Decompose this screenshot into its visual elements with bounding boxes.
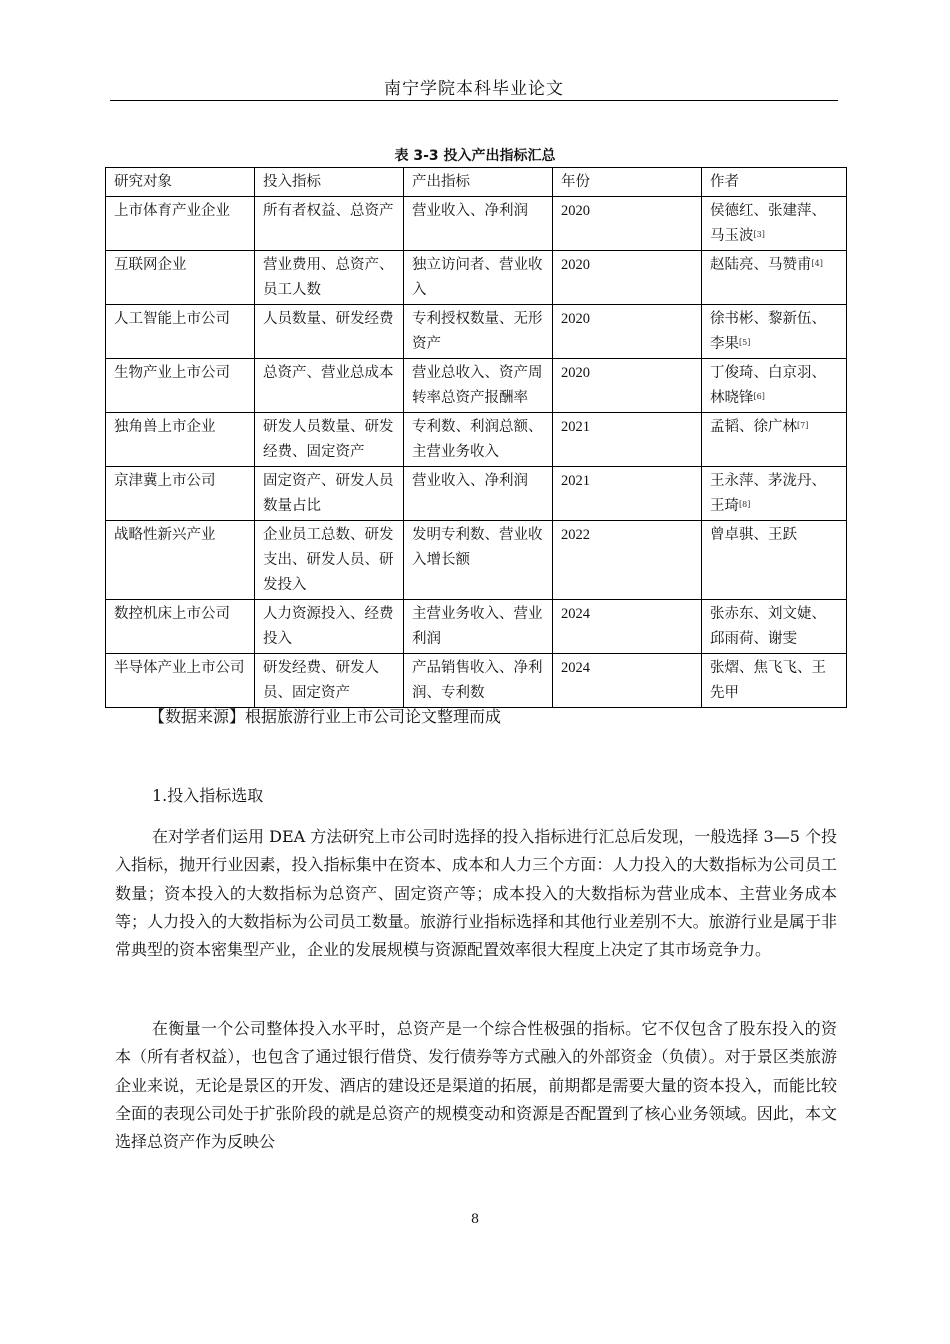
year-text: 2021 — [561, 473, 590, 489]
inputs-text: 人力资源投入、经费投入 — [263, 606, 394, 647]
table-row — [106, 467, 847, 521]
table-cell-inputs — [255, 467, 404, 521]
year-text: 2020 — [561, 365, 590, 381]
table-cell-authors — [702, 521, 847, 600]
table-cell-year — [553, 251, 702, 305]
subject-text: 生物产业上市公司 — [114, 365, 230, 381]
table-row — [106, 359, 847, 413]
column-header: 年份 — [553, 168, 702, 197]
table-row — [106, 654, 847, 708]
authors-text: 丁俊琦、白京羽、林晓锋 — [710, 365, 826, 406]
citation-ref: [7] — [797, 421, 809, 430]
table-cell-inputs — [255, 359, 404, 413]
year-text: 2020 — [561, 311, 590, 327]
table-cell-subject — [106, 305, 255, 359]
year-text: 2022 — [561, 527, 590, 543]
inputs-text: 营业费用、总资产、员工人数 — [263, 257, 394, 298]
table-cell-year — [553, 197, 702, 251]
year-text: 2020 — [561, 257, 590, 273]
authors-text: 张熠、焦飞飞、王先甲 — [710, 660, 826, 701]
outputs-text: 营业收入、净利润 — [412, 203, 528, 219]
table-cell-year — [553, 413, 702, 467]
citation-ref: [5] — [739, 338, 751, 347]
section-heading: 1.投入指标选取 — [152, 786, 264, 805]
table-cell-outputs — [404, 467, 553, 521]
table-cell-outputs — [404, 359, 553, 413]
outputs-text: 发明专利数、营业收入增长额 — [412, 527, 543, 568]
table-cell-inputs — [255, 413, 404, 467]
table-cell-outputs — [404, 654, 553, 708]
table-cell-outputs — [404, 600, 553, 654]
subject-text: 京津冀上市公司 — [114, 473, 216, 489]
table-cell-year — [553, 521, 702, 600]
outputs-text: 主营业务收入、营业利润 — [412, 606, 543, 647]
authors-text: 赵陆亮、马赞甫 — [710, 257, 812, 273]
year-text: 2024 — [561, 660, 590, 676]
table-cell-subject — [106, 521, 255, 600]
body-paragraph: 在衡量一个公司整体投入水平时，总资产是一个综合性极强的指标。它不仅包含了股东投入的资本（所有者权益），也包含了通过银行借贷、发行债券等方式融入的外部资金（负债）。对于景区类旅游企业来说，无论是景区的开发、酒店的建设还是渠道的拓展，前期都是需要大量的资本投入，而能比较全面的表现公司处于扩张阶段的就是总资产的规模变动和资源是否配置到了核心业务领域。因此，本文选择总资产作为反映公 — [115, 1019, 837, 1152]
page-header: 南宁学院本科毕业论文 — [384, 79, 564, 99]
inputs-text: 研发经费、研发人员、固定资产 — [263, 660, 379, 701]
table-cell-subject — [106, 413, 255, 467]
table-cell-subject — [106, 359, 255, 413]
authors-text: 侯德红、张建萍、马玉波 — [710, 203, 826, 244]
authors-text: 王永萍、茅泷丹、王琦 — [710, 473, 826, 514]
page-number: 8 — [470, 1212, 480, 1227]
table-body — [106, 197, 847, 708]
table-cell-year — [553, 600, 702, 654]
table-cell-outputs — [404, 251, 553, 305]
table-cell-year — [553, 467, 702, 521]
table-cell-inputs — [255, 600, 404, 654]
authors-text: 孟韬、徐广林 — [710, 419, 797, 435]
table-cell-subject — [106, 600, 255, 654]
table-row — [106, 521, 847, 600]
table-row — [106, 305, 847, 359]
outputs-text: 营业收入、净利润 — [412, 473, 528, 489]
table-cell-inputs — [255, 654, 404, 708]
body-paragraph: 在对学者们运用 DEA 方法研究上市公司时选择的投入指标进行汇总后发现，一般选择 3—5 个投入指标，抛开行业因素，投入指标集中在资本、成本和人力三个方面：人力投入的大数指标为公司员工数量；资本投入的大数指标为总资产、固定资产等；成本投入的大数指标为营业成本、主营业务成本等；人力投入的大数指标为公司员工数量。旅游行业指标选择和其他行业差别不大。旅游行业是属于非常典型的资本密集型产业，企业的发展规模与资源配置效率很大程度上决定了其市场竞争力。 — [115, 827, 837, 960]
inputs-text: 所有者权益、总资产 — [263, 203, 394, 219]
table-cell-outputs — [404, 413, 553, 467]
table-cell-subject — [106, 654, 255, 708]
table-row — [106, 251, 847, 305]
authors-text: 曾卓骐、王跃 — [710, 527, 797, 543]
column-header: 研究对象 — [106, 168, 255, 197]
table-cell-authors — [702, 413, 847, 467]
table-row — [106, 600, 847, 654]
authors-text: 张赤东、刘文婕、邱雨荷、谢雯 — [710, 606, 826, 647]
subject-text: 互联网企业 — [114, 257, 187, 273]
subject-text: 战略性新兴产业 — [114, 527, 216, 543]
subject-text: 独角兽上市企业 — [114, 419, 216, 435]
table-cell-authors — [702, 197, 847, 251]
year-text: 2024 — [561, 606, 590, 622]
table-cell-authors — [702, 600, 847, 654]
subject-text: 上市体育产业企业 — [114, 203, 230, 219]
column-header: 投入指标 — [255, 168, 404, 197]
citation-ref: [8] — [739, 500, 751, 509]
inputs-text: 人员数量、研发经费 — [263, 311, 394, 327]
data-source-note: 【数据来源】根据旅游行业上市公司论文整理而成 — [149, 707, 502, 726]
table-cell-subject — [106, 467, 255, 521]
table-cell-inputs — [255, 521, 404, 600]
citation-ref: [6] — [753, 392, 765, 401]
outputs-text: 专利授权数量、无形资产 — [412, 311, 543, 352]
year-text: 2020 — [561, 203, 590, 219]
outputs-text: 独立访问者、营业收入 — [412, 257, 543, 298]
table-cell-inputs — [255, 251, 404, 305]
outputs-text: 专利数、利润总额、主营业务收入 — [412, 419, 543, 460]
indicator-summary-table — [105, 167, 847, 708]
outputs-text: 产品销售收入、净利润、专利数 — [412, 660, 543, 701]
column-header: 作者 — [702, 168, 847, 197]
table-cell-outputs — [404, 305, 553, 359]
inputs-text: 总资产、营业总成本 — [263, 365, 394, 381]
table-cell-authors — [702, 654, 847, 708]
table-cell-outputs — [404, 521, 553, 600]
table-cell-authors — [702, 359, 847, 413]
table-caption: 表 3-3 投入产出指标汇总 — [394, 148, 556, 164]
table-cell-inputs — [255, 197, 404, 251]
citation-ref: [3] — [753, 230, 765, 239]
table-cell-year — [553, 359, 702, 413]
inputs-text: 研发人员数量、研发经费、固定资产 — [263, 419, 394, 460]
table-cell-subject — [106, 197, 255, 251]
table-cell-subject — [106, 251, 255, 305]
inputs-text: 固定资产、研发人员数量占比 — [263, 473, 394, 514]
table-cell-outputs — [404, 197, 553, 251]
column-header: 产出指标 — [404, 168, 553, 197]
table-header-row — [106, 168, 847, 197]
table-cell-authors — [702, 251, 847, 305]
inputs-text: 企业员工总数、研发支出、研发人员、研发投入 — [263, 527, 394, 593]
table-cell-authors — [702, 305, 847, 359]
table-cell-year — [553, 305, 702, 359]
subject-text: 数控机床上市公司 — [114, 606, 230, 622]
subject-text: 人工智能上市公司 — [114, 311, 230, 327]
table-cell-inputs — [255, 305, 404, 359]
table-row — [106, 197, 847, 251]
outputs-text: 营业总收入、资产周转率总资产报酬率 — [412, 365, 543, 406]
citation-ref: [4] — [811, 259, 823, 268]
table-cell-authors — [702, 467, 847, 521]
table-row — [106, 413, 847, 467]
table-cell-year — [553, 654, 702, 708]
subject-text: 半导体产业上市公司 — [114, 660, 245, 676]
header-rule — [110, 100, 838, 101]
authors-text: 徐书彬、黎新伍、李果 — [710, 311, 826, 352]
year-text: 2021 — [561, 419, 590, 435]
